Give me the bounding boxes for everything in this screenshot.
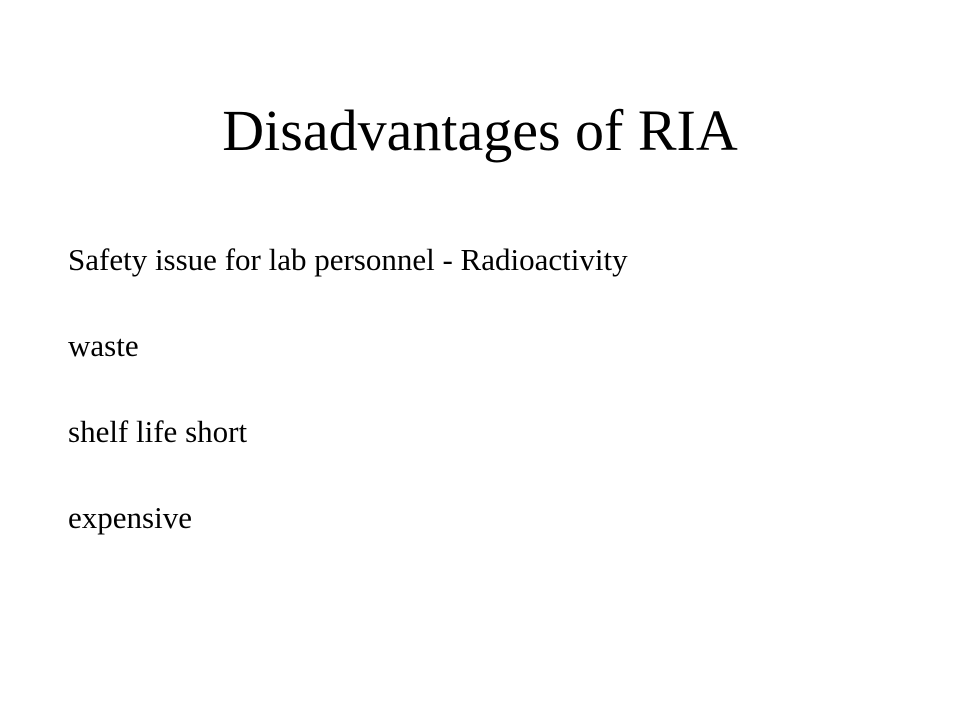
bullet-item: Safety issue for lab personnel - Radioactivity (68, 242, 628, 277)
bullet-list (68, 240, 628, 584)
slide-title: Disadvantages of RIA (222, 98, 738, 163)
bullet-item: expensive (68, 500, 192, 535)
bullet-item: waste (68, 328, 139, 363)
bullet-item: shelf life short (68, 414, 248, 449)
